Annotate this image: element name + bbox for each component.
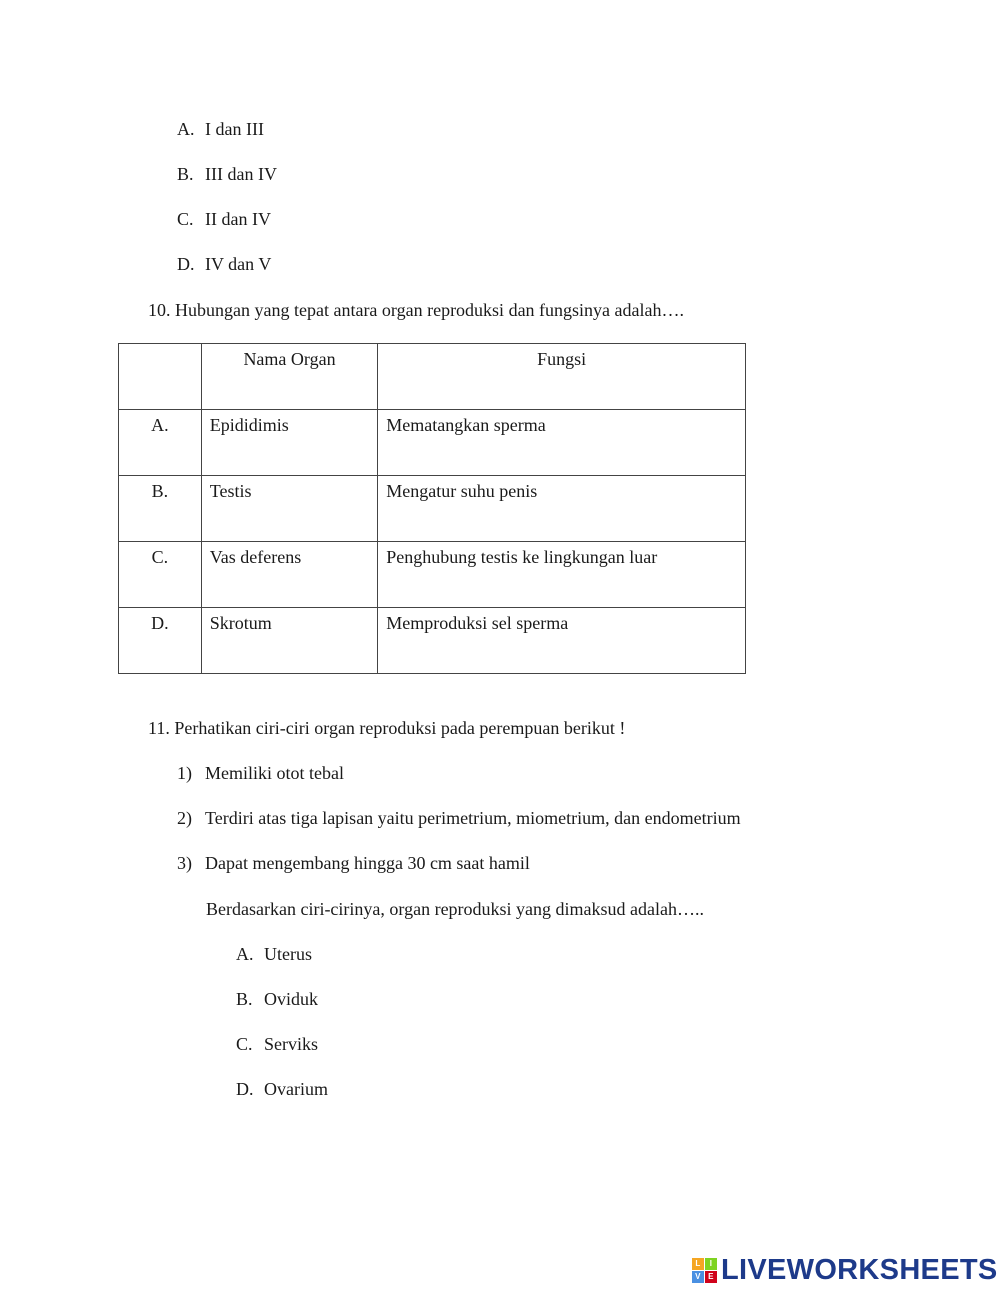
row-label: D. — [119, 608, 202, 674]
row-organ: Epididimis — [201, 410, 378, 476]
q11-item-1-num: 1) — [177, 763, 192, 783]
logo-block-l: L — [692, 1258, 704, 1270]
table-row[interactable] — [119, 608, 746, 674]
header-cell-fungsi: Fungsi — [378, 344, 746, 410]
q11-item-1-text: Memiliki otot tebal — [205, 763, 344, 783]
logo-block-i: I — [705, 1258, 717, 1270]
q11-option-a-label: A. — [236, 944, 254, 964]
q11-option-a-text: Uterus — [264, 944, 312, 964]
row-label: A. — [119, 410, 202, 476]
q9-option-b-label: B. — [177, 164, 194, 184]
q11-option-c-label: C. — [236, 1034, 253, 1054]
row-organ: Vas deferens — [201, 542, 378, 608]
q9-option-d-label: D. — [177, 254, 195, 274]
q11-option-b[interactable] — [236, 988, 318, 1010]
q9-option-a[interactable] — [177, 118, 264, 140]
row-organ: Testis — [201, 476, 378, 542]
q9-option-d-text: IV dan V — [205, 254, 272, 274]
row-fungsi: Memproduksi sel sperma — [378, 608, 746, 674]
liveworksheets-logo — [692, 1254, 998, 1286]
q11-item-2-num: 2) — [177, 808, 192, 828]
q11-item-1 — [177, 762, 344, 784]
row-organ: Skrotum — [201, 608, 378, 674]
table-row[interactable] — [119, 542, 746, 608]
q10-question: 10. Hubungan yang tepat antara organ reproduksi dan fungsinya adalah…. — [148, 300, 685, 320]
row-fungsi: Mematangkan sperma — [378, 410, 746, 476]
q11-item-3 — [177, 852, 530, 874]
q11-option-d[interactable] — [236, 1078, 328, 1100]
q11-item-2-text: Terdiri atas tiga lapisan yaitu perimetrium, miometrium, dan endometrium — [205, 808, 741, 828]
row-label: C. — [119, 542, 202, 608]
q11-item-3-num: 3) — [177, 853, 192, 873]
q11-option-c[interactable] — [236, 1033, 318, 1055]
q11-option-d-label: D. — [236, 1079, 254, 1099]
q9-option-c-label: C. — [177, 209, 194, 229]
q10-table — [118, 343, 746, 674]
table-header-row — [119, 344, 746, 410]
header-cell-label — [119, 344, 202, 410]
q9-option-b-text: III dan IV — [205, 164, 277, 184]
q11-option-b-label: B. — [236, 989, 253, 1009]
table-row[interactable] — [119, 476, 746, 542]
header-cell-organ: Nama Organ — [201, 344, 378, 410]
row-label: B. — [119, 476, 202, 542]
q11-prompt: Berdasarkan ciri-cirinya, organ reproduksi yang dimaksud adalah….. — [206, 899, 705, 919]
q11-question: 11. Perhatikan ciri-ciri organ reproduksi pada perempuan berikut ! — [148, 718, 626, 738]
row-fungsi: Mengatur suhu penis — [378, 476, 746, 542]
q9-option-c-text: II dan IV — [205, 209, 271, 229]
logo-block-v: V — [692, 1271, 704, 1283]
q9-option-c[interactable] — [177, 208, 271, 230]
q9-option-d[interactable] — [177, 253, 271, 275]
q9-option-a-label: A. — [177, 119, 195, 139]
logo-blocks-icon — [692, 1258, 717, 1283]
row-fungsi: Penghubung testis ke lingkungan luar — [378, 542, 746, 608]
q11-option-b-text: Oviduk — [264, 989, 318, 1009]
q9-option-a-text: I dan III — [205, 119, 264, 139]
q11-item-3-text: Dapat mengembang hingga 30 cm saat hamil — [205, 853, 530, 873]
logo-block-e: E — [705, 1271, 717, 1283]
q9-option-b[interactable] — [177, 163, 277, 185]
logo-text: LIVEWORKSHEETS — [721, 1253, 998, 1286]
q11-item-2 — [177, 807, 741, 829]
q11-option-d-text: Ovarium — [264, 1079, 328, 1099]
table-row[interactable] — [119, 410, 746, 476]
q11-option-c-text: Serviks — [264, 1034, 318, 1054]
q11-option-a[interactable] — [236, 943, 312, 965]
